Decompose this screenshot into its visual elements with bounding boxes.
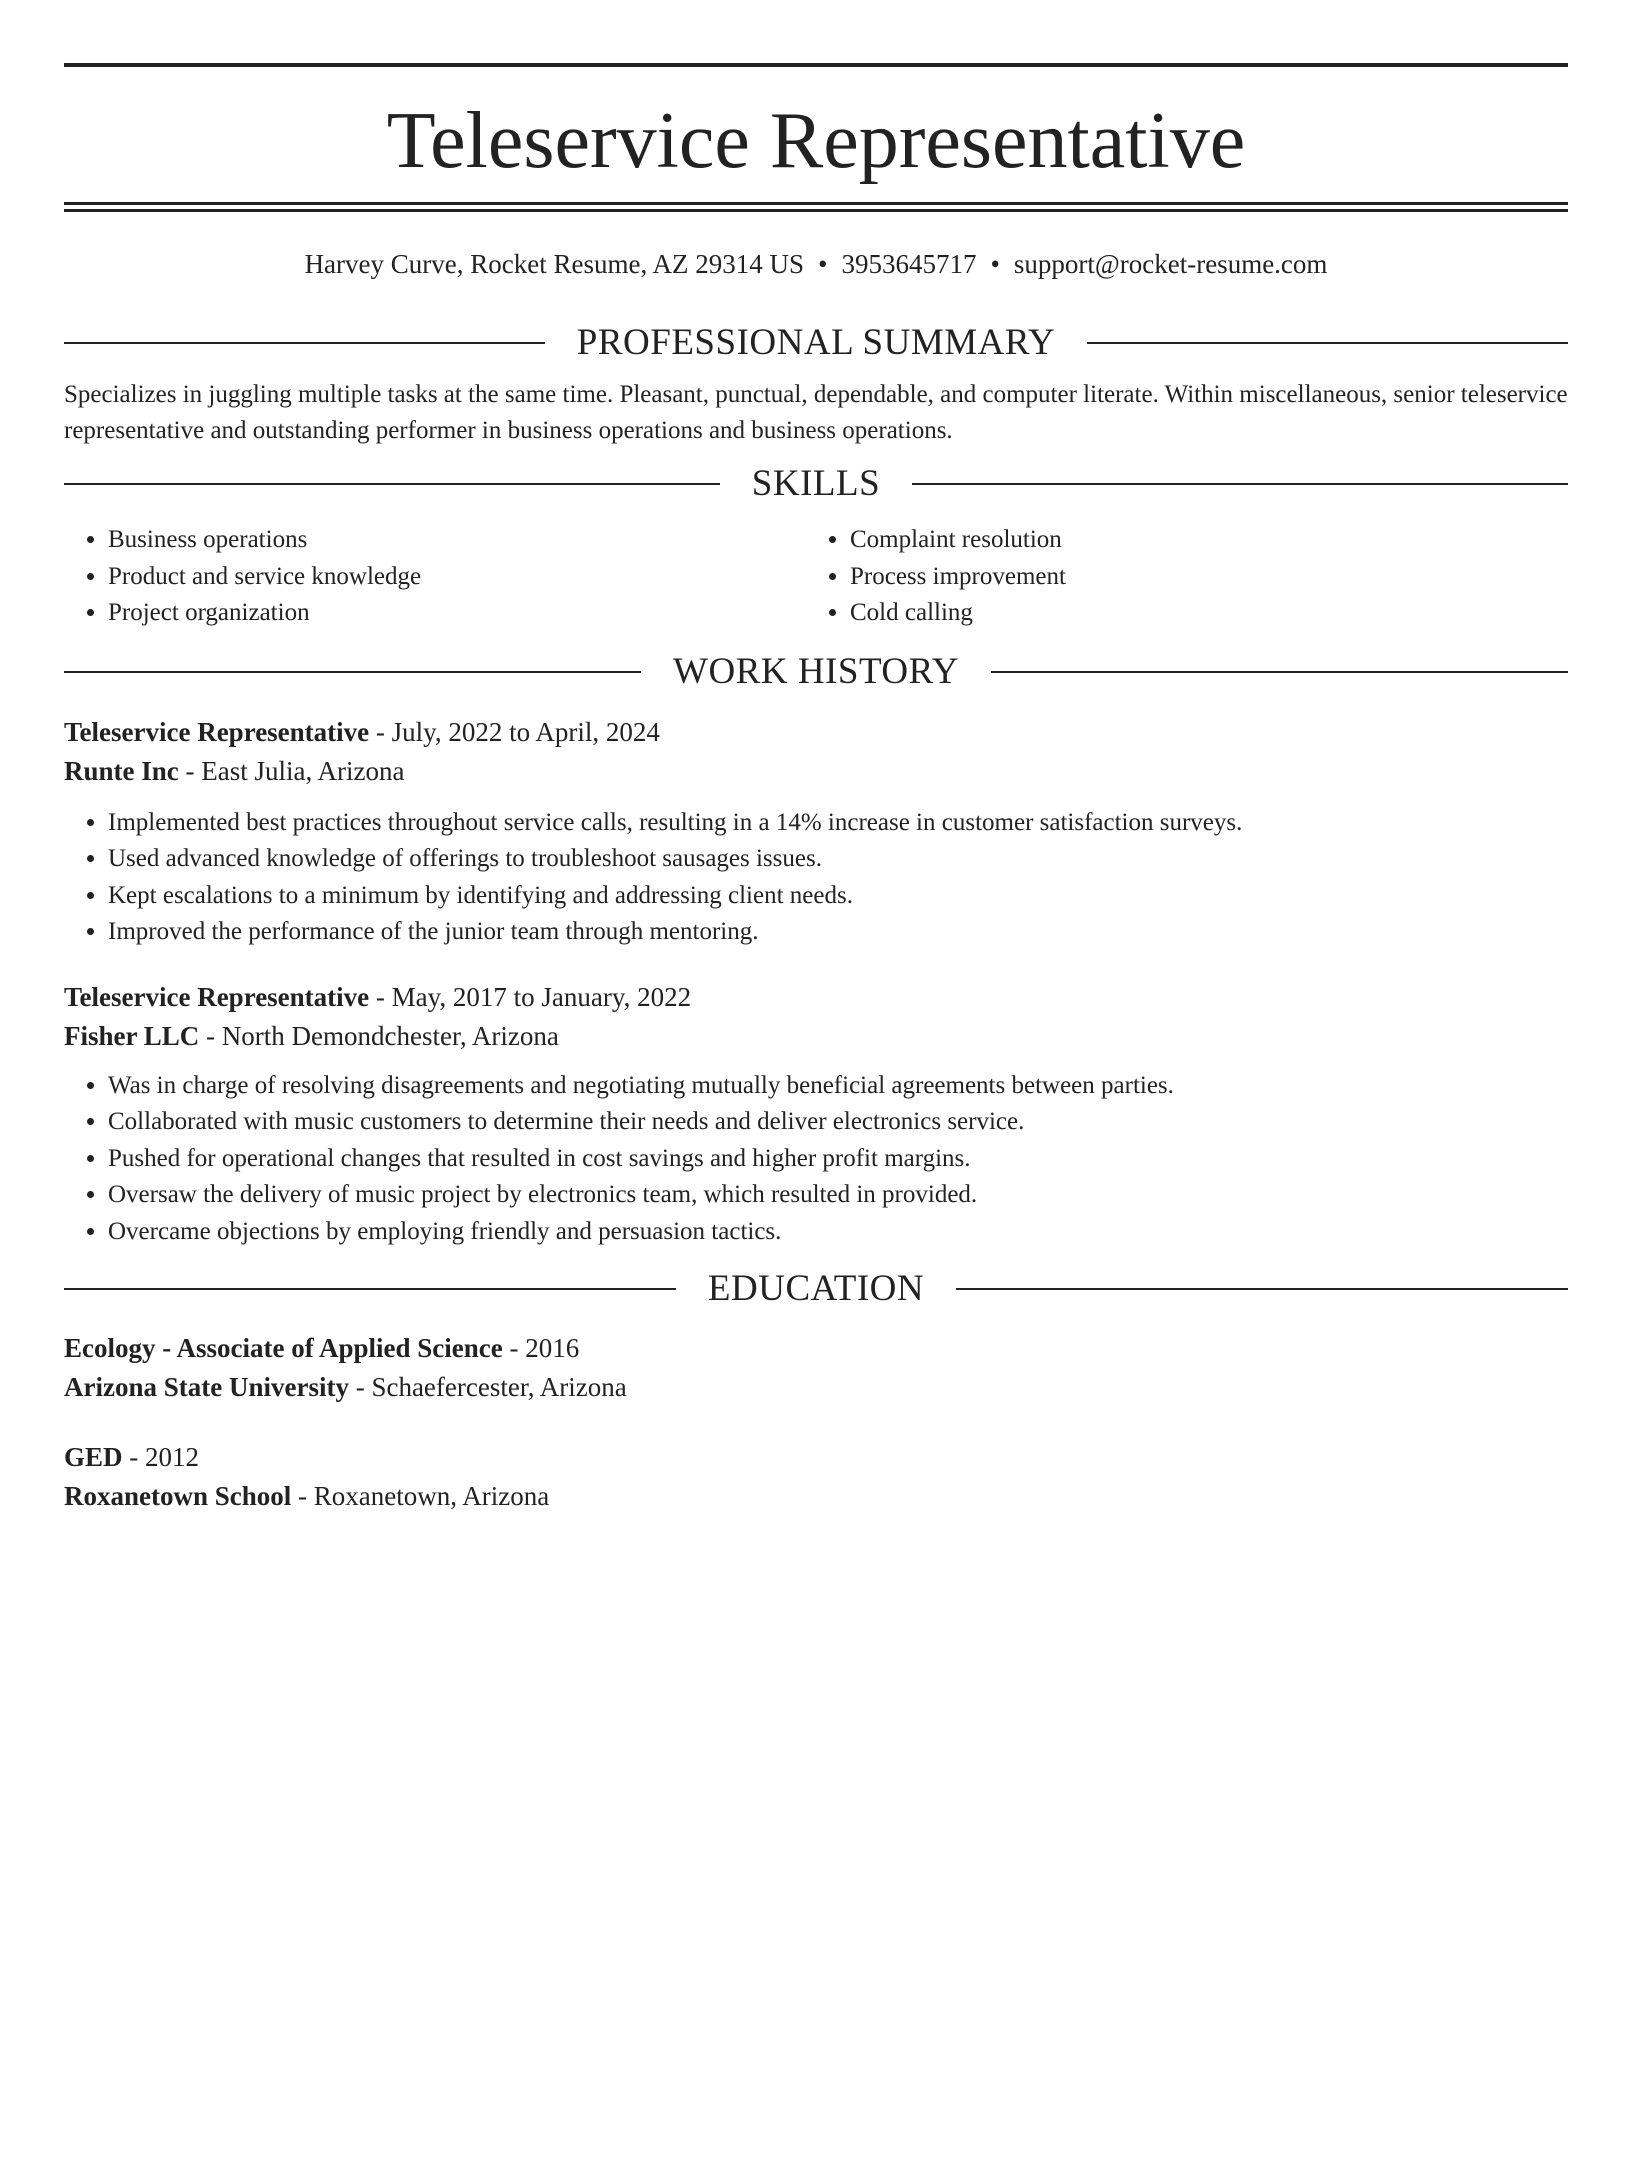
job-location: North Demondchester, Arizona xyxy=(221,1020,559,1051)
contact-address: Harvey Curve, Rocket Resume, AZ 29314 US xyxy=(304,249,804,279)
education-school: Roxanetown School xyxy=(64,1481,292,1511)
job-title-line: Teleservice Representative - May, 2017 to January, 2022 xyxy=(64,981,692,1012)
work-heading xyxy=(64,652,1568,692)
heading-rule xyxy=(991,671,1568,673)
contact-line xyxy=(64,247,1568,281)
education-location: Roxanetown, Arizona xyxy=(313,1481,550,1511)
job-bullet: • Kept escalations to a minimum by identifying and addressing client needs. xyxy=(108,878,1568,915)
skill-item: • Cold calling xyxy=(850,595,1548,632)
skills-heading xyxy=(64,464,1568,504)
skill-item: • Process improvement xyxy=(850,559,1548,596)
header-top-rule xyxy=(64,63,1568,67)
job-bullet: • Was in charge of resolving disagreements and negotiating mutually beneficial agreements between parties. xyxy=(108,1068,1568,1105)
heading-rule xyxy=(64,671,641,673)
skills-column-left xyxy=(64,522,806,632)
skills-column-right xyxy=(806,522,1548,632)
header-double-rule xyxy=(64,202,1568,212)
job-entry xyxy=(64,713,1568,951)
education-degree-line: Ecology - Associate of Applied Science - 2016 xyxy=(64,1333,580,1363)
skills-list xyxy=(64,522,1568,632)
education-year: 2016 xyxy=(525,1333,580,1363)
heading-rule xyxy=(64,342,545,344)
job-dates: May, 2017 to January, 2022 xyxy=(391,981,692,1012)
skills-heading-text: SKILLS xyxy=(751,463,881,504)
job-bullets xyxy=(64,1068,1568,1251)
job-company-line: Fisher LLC - North Demondchester, Arizona xyxy=(64,1020,559,1051)
heading-rule xyxy=(64,1288,676,1290)
education-degree-line: GED - 2012 xyxy=(64,1442,200,1472)
education-entry xyxy=(64,1329,1568,1407)
resume-name: Teleservice Representative xyxy=(386,97,1246,185)
contact-separator: • xyxy=(817,249,828,279)
summary-heading-text: PROFESSIONAL SUMMARY xyxy=(576,322,1056,363)
skill-item: • Project organization xyxy=(108,595,806,632)
job-bullet: • Implemented best practices throughout service calls, resulting in a 14% increase in customer satisfaction surveys. xyxy=(108,805,1568,842)
education-school: Arizona State University xyxy=(64,1372,349,1402)
resume-page xyxy=(0,63,1632,2175)
job-title: Teleservice Representative xyxy=(64,981,370,1012)
job-entry xyxy=(64,978,1568,1251)
education-heading-text: EDUCATION xyxy=(707,1268,925,1309)
job-bullet: • Improved the performance of the junior team through mentoring. xyxy=(108,914,1568,951)
job-title: Teleservice Representative xyxy=(64,716,370,747)
education-year: 2012 xyxy=(145,1442,200,1472)
skill-item: • Complaint resolution xyxy=(850,522,1548,559)
job-dates: July, 2022 to April, 2024 xyxy=(391,716,660,747)
job-bullet: • Used advanced knowledge of offerings to troubleshoot sausages issues. xyxy=(108,841,1568,878)
job-bullet: • Pushed for operational changes that resulted in cost savings and higher profit margins. xyxy=(108,1141,1568,1178)
job-location: East Julia, Arizona xyxy=(201,755,405,786)
heading-rule xyxy=(912,483,1568,485)
education-degree: GED xyxy=(64,1442,123,1472)
contact-separator: • xyxy=(990,249,1000,279)
education-location: Schaefercester, Arizona xyxy=(371,1372,627,1402)
contact-email: support@rocket-resume.com xyxy=(1013,249,1328,279)
education-school-line: Arizona State University - Schaefercester, Arizona xyxy=(64,1372,627,1402)
heading-rule xyxy=(64,483,720,485)
job-company-line: Runte Inc - East Julia, Arizona xyxy=(64,755,405,786)
job-bullet: • Overcame objections by employing friendly and persuasion tactics. xyxy=(108,1214,1568,1251)
heading-rule xyxy=(956,1288,1568,1290)
job-bullets xyxy=(64,805,1568,951)
job-company: Fisher LLC xyxy=(64,1020,200,1051)
work-heading-text: WORK HISTORY xyxy=(673,650,959,692)
job-title-line: Teleservice Representative - July, 2022 to April, 2024 xyxy=(64,716,660,747)
education-entry xyxy=(64,1438,1568,1516)
job-bullet: • Collaborated with music customers to determine their needs and deliver electronics service. xyxy=(108,1104,1568,1141)
education-school-line: Roxanetown School - Roxanetown, Arizona xyxy=(64,1481,550,1511)
job-bullet: • Oversaw the delivery of music project by electronics team, which resulted in provided. xyxy=(108,1177,1568,1214)
contact-phone: 3953645717 xyxy=(841,249,977,279)
job-company: Runte Inc xyxy=(64,755,179,786)
skill-item: • Product and service knowledge xyxy=(108,559,806,596)
summary-text: Specializes in juggling multiple tasks at the same time. Pleasant, punctual, dependable, and computer literate. Within miscellaneous, senior teleservice representative and outstanding performer in business operations and business operations. xyxy=(64,381,1568,444)
education-degree: Ecology - Associate of Applied Science xyxy=(64,1333,503,1363)
education-heading xyxy=(64,1269,1568,1309)
heading-rule xyxy=(1087,342,1568,344)
summary-heading xyxy=(64,323,1568,363)
skill-item: • Business operations xyxy=(108,522,806,559)
